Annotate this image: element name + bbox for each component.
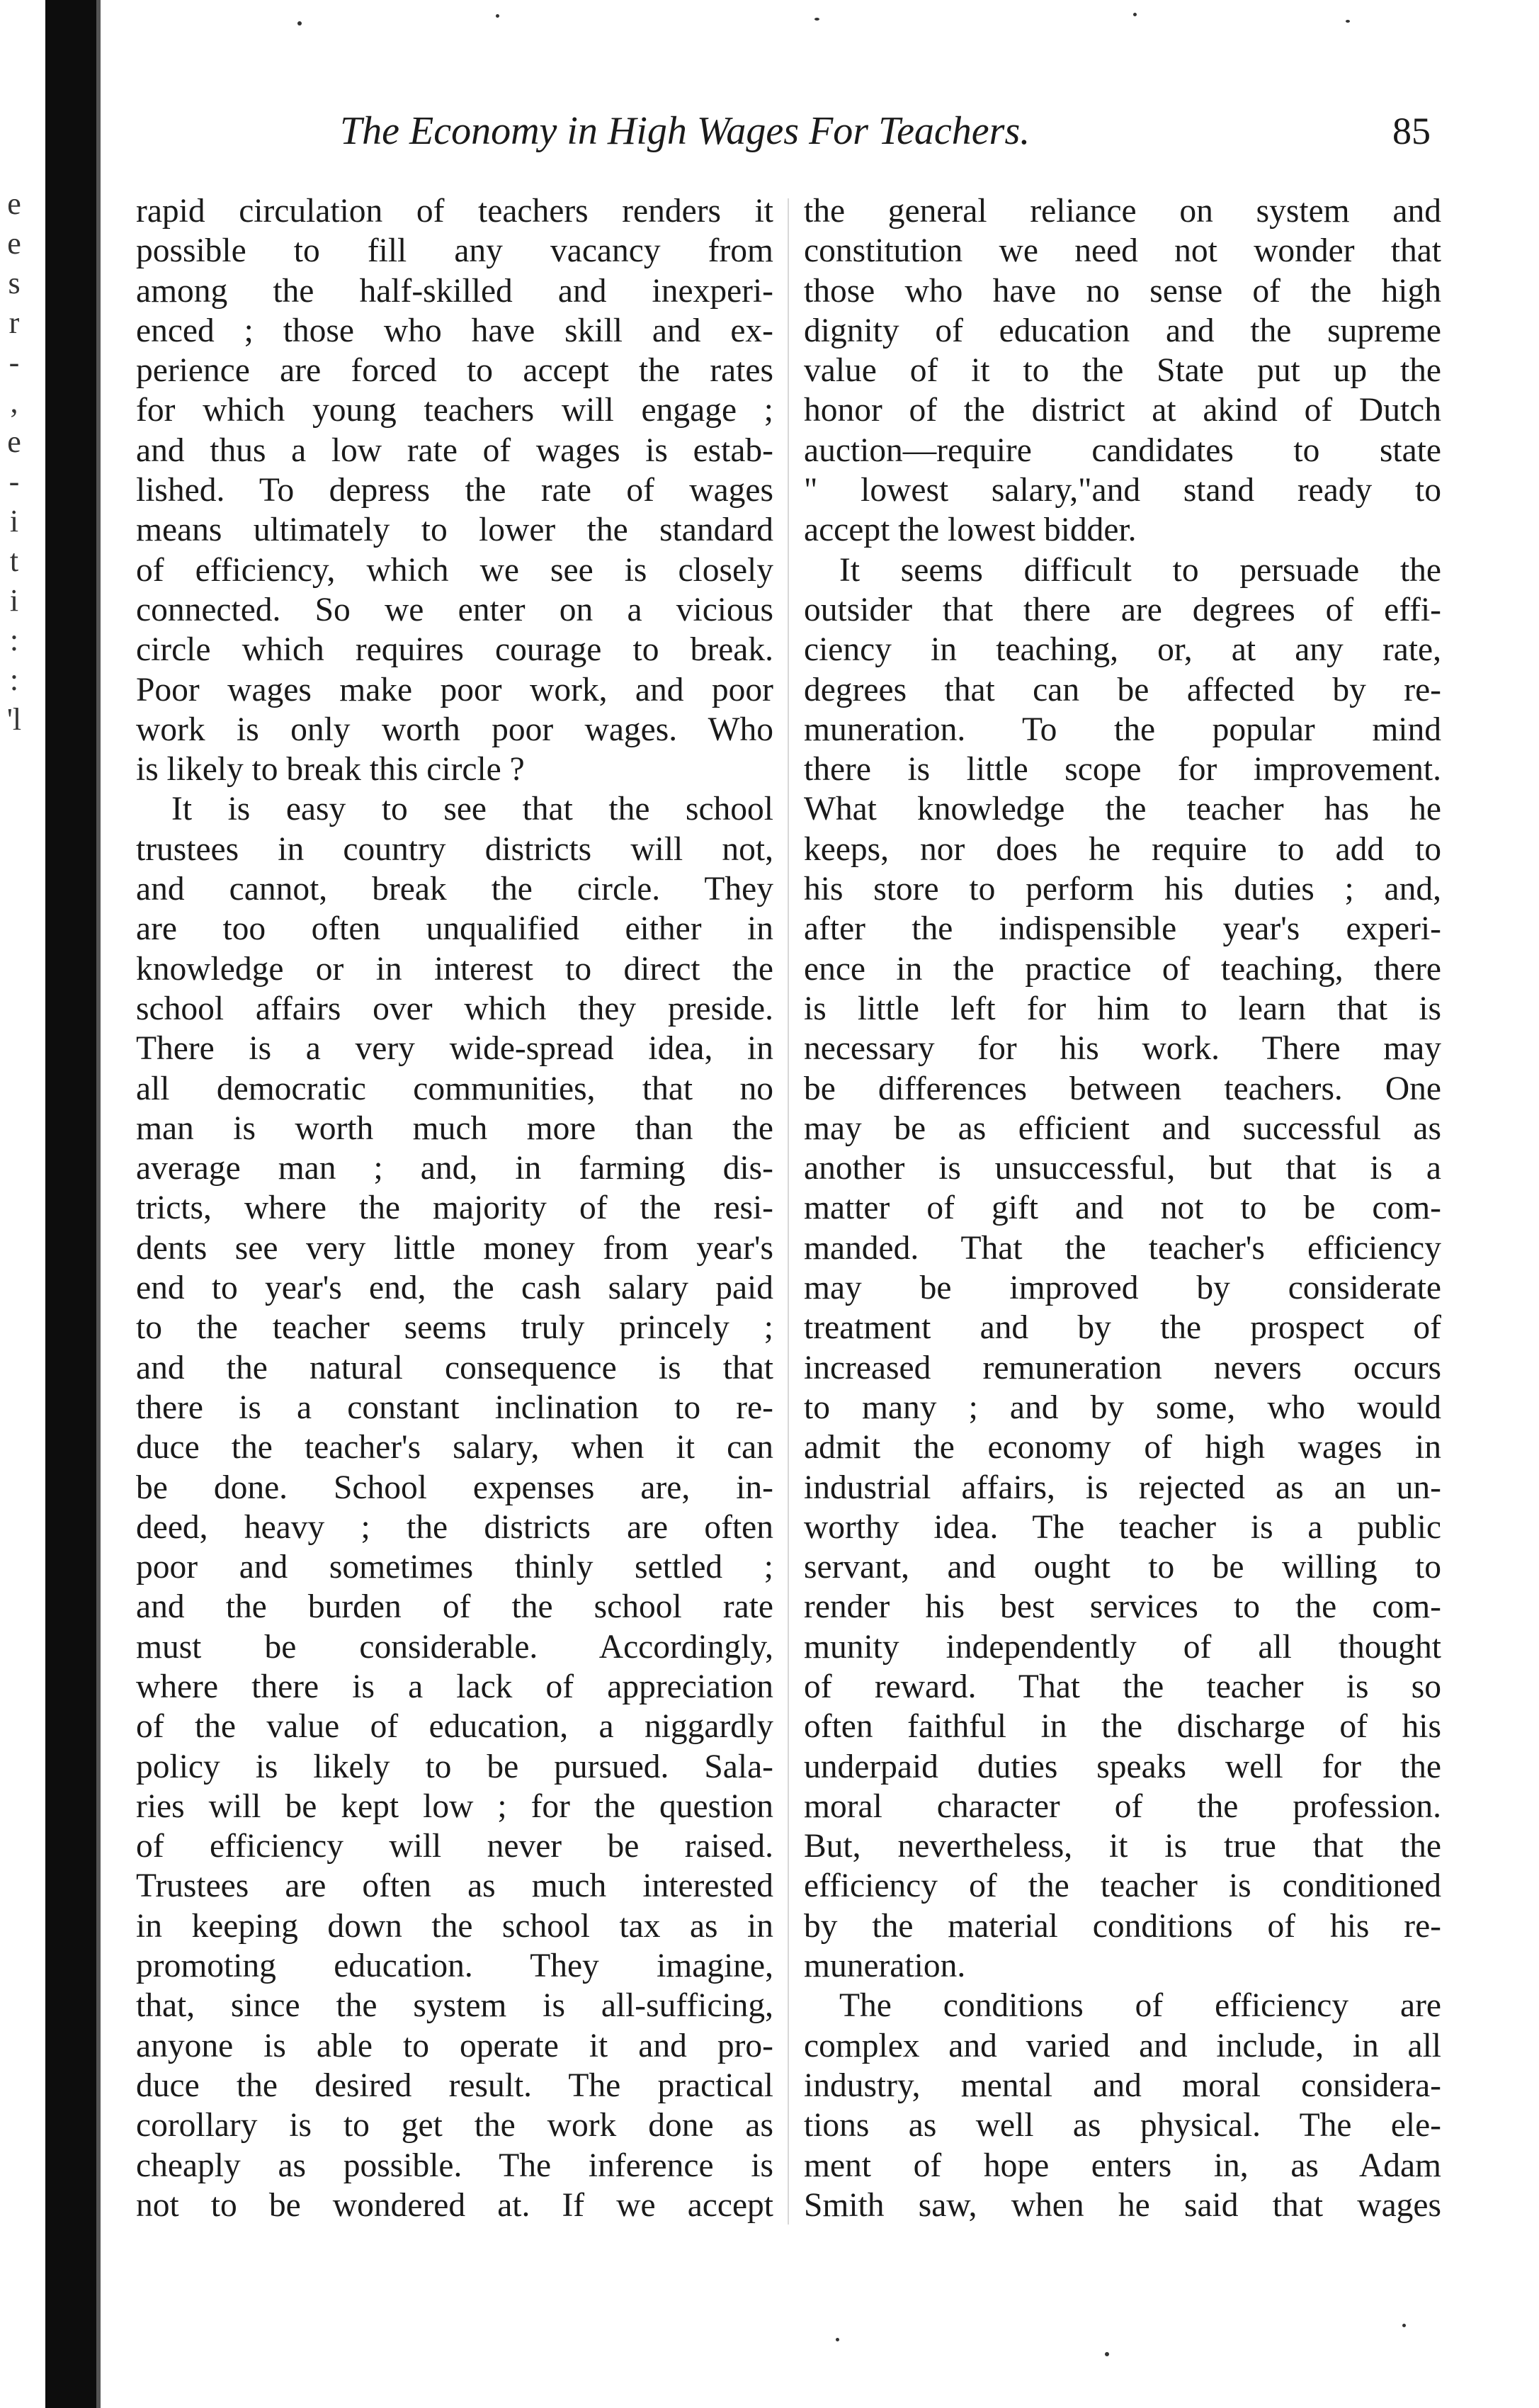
facing-page-margin-fragments: [0, 184, 28, 740]
text-line: another is unsuccessful, but that is a: [804, 1150, 1441, 1187]
text-line: the general reliance on system and: [804, 193, 1441, 230]
text-line: may be improved by considerate: [804, 1270, 1441, 1307]
text-line: corollary is to get the work done as: [136, 2107, 773, 2144]
text-line: are too often unqualified either in: [136, 910, 773, 948]
text-line: increased remuneration nevers occurs: [804, 1349, 1441, 1386]
text-line: tions as well as physical. The ele-: [804, 2107, 1441, 2144]
text-line: ries will be kept low ; for the question: [136, 1787, 773, 1825]
running-title: The Economy in High Wages For Teachers.: [340, 109, 1030, 153]
text-line: may be as efficient and successful as: [804, 1109, 1441, 1147]
print-speck: [836, 2338, 839, 2341]
text-line: anyone is able to operate it and pro-: [136, 2027, 773, 2064]
right-text-column: [804, 191, 1441, 2225]
text-line: and thus a low rate of wages is estab-: [136, 431, 773, 469]
text-line: manded. That the teacher's efficiency: [804, 1229, 1441, 1267]
text-line: underpaid duties speaks well for the: [804, 1748, 1441, 1785]
text-line: knowledge or in interest to direct the: [136, 950, 773, 988]
print-speck: [1346, 20, 1350, 23]
print-speck: [1133, 13, 1137, 16]
print-speck: [1105, 2352, 1109, 2356]
text-line: dents see very little money from year's: [136, 1229, 773, 1267]
print-speck: [814, 18, 819, 21]
text-line: deed, heavy ; the districts are often: [136, 1508, 773, 1546]
text-line: treatment and by the prospect of: [804, 1309, 1441, 1347]
margin-fragment: t: [9, 543, 19, 578]
text-line: duce the teacher's salary, when it can: [136, 1429, 773, 1466]
spine-edge: [96, 0, 101, 2408]
text-line: muneration.: [804, 1948, 966, 1985]
text-line: It is easy to see that the school: [171, 791, 773, 828]
text-line: muneration. To the popular mind: [804, 711, 1441, 748]
text-line: rapid circulation of teachers renders it: [136, 193, 773, 230]
text-line: is likely to break this circle ?: [136, 751, 525, 788]
text-line: Poor wages make poor work, and poor: [136, 671, 773, 708]
text-line: ence in the practice of teaching, there: [804, 950, 1441, 988]
text-line: there is little scope for improvement.: [804, 751, 1441, 788]
text-line: moral character of the profession.: [804, 1787, 1441, 1825]
text-line: efficiency of the teacher is conditioned: [804, 1867, 1441, 1905]
text-line: complex and varied and include, in all: [804, 2027, 1441, 2064]
text-line: is little left for him to learn that is: [804, 990, 1441, 1027]
text-line: degrees that can be affected by re-: [804, 671, 1441, 708]
text-line: ment of hope enters in, as Adam: [804, 2147, 1441, 2184]
margin-fragment: s: [8, 266, 21, 300]
print-speck: [496, 14, 499, 18]
margin-fragment: e: [7, 226, 21, 261]
margin-fragment: r: [8, 305, 20, 340]
text-line: munity independently of all thought: [804, 1628, 1441, 1666]
text-line: render his best services to the com-: [804, 1588, 1441, 1626]
text-line: admit the economy of high wages in: [804, 1429, 1441, 1466]
text-line: of reward. That the teacher is so: [804, 1668, 1441, 1705]
text-line: to many ; and by some, who would: [804, 1389, 1441, 1426]
text-line: after the indispensible year's experi-: [804, 910, 1441, 948]
text-line: trustees in country districts will not,: [136, 830, 773, 868]
page-header: [340, 99, 1459, 163]
text-line: ciency in teaching, or, at any rate,: [804, 631, 1441, 669]
text-line: to the teacher seems truly princely ;: [136, 1309, 773, 1347]
text-line: industrial affairs, is rejected as an un-: [804, 1469, 1441, 1506]
text-line: be differences between teachers. One: [804, 1070, 1441, 1107]
text-line: honor of the district at akind of Dutch: [804, 392, 1441, 429]
text-line: accept the lowest bidder.: [804, 511, 1137, 549]
text-line: What knowledge the teacher has he: [804, 791, 1441, 828]
text-line: matter of gift and not to be com-: [804, 1189, 1441, 1227]
text-line: dignity of education and the supreme: [804, 312, 1441, 349]
margin-fragment: -: [8, 345, 20, 380]
text-line: circle which requires courage to break.: [136, 631, 773, 669]
text-line: and the natural consequence is that: [136, 1349, 773, 1386]
text-line: duce the desired result. The practical: [136, 2067, 773, 2104]
text-line: worthy idea. The teacher is a public: [804, 1508, 1441, 1546]
margin-fragment: :: [9, 623, 19, 657]
text-line: means ultimately to lower the standard: [136, 511, 773, 549]
margin-fragment: :: [9, 662, 19, 697]
text-line: servant, and ought to be willing to: [804, 1549, 1441, 1586]
text-line: be done. School expenses are, in-: [136, 1469, 773, 1506]
text-line: those who have no sense of the high: [804, 272, 1441, 310]
text-line: work is only worth poor wages. Who: [136, 711, 773, 748]
text-line: policy is likely to be pursued. Sala-: [136, 1748, 773, 1785]
text-line: promoting education. They imagine,: [136, 1948, 773, 1985]
text-line: lished. To depress the rate of wages: [136, 472, 773, 509]
margin-fragment: -: [8, 464, 20, 499]
text-line: It seems difficult to persuade the: [839, 551, 1441, 589]
left-text-column: [136, 191, 773, 2225]
text-line: school affairs over which they preside.: [136, 990, 773, 1027]
text-line: often faithful in the discharge of his: [804, 1708, 1441, 1746]
text-line: possible to fill any vacancy from: [136, 232, 773, 270]
text-line: all democratic communities, that no: [136, 1070, 773, 1107]
text-line: industry, mental and moral considera-: [804, 2067, 1441, 2104]
text-line: of the value of education, a niggardly: [136, 1708, 773, 1746]
text-line: of efficiency, which we see is closely: [136, 551, 773, 589]
text-line: connected. So we enter on a vicious: [136, 591, 773, 628]
page-number: 85: [1392, 110, 1431, 152]
text-line: value of it to the State put up the: [804, 352, 1441, 390]
text-line: perience are forced to accept the rates: [136, 352, 773, 390]
text-line: The conditions of efficiency are: [839, 1987, 1441, 2025]
text-line: average man ; and, in farming dis-: [136, 1150, 773, 1187]
text-line: and the burden of the school rate: [136, 1588, 773, 1626]
text-line: that, since the system is all-sufficing,: [136, 1987, 773, 2025]
text-line: by the material conditions of his re-: [804, 1907, 1441, 1945]
text-line: auction—require candidates to state: [804, 431, 1441, 469]
margin-fragment: i: [9, 583, 19, 618]
text-line: tricts, where the majority of the resi-: [136, 1189, 773, 1227]
text-line: his store to perform his duties ; and,: [804, 871, 1441, 908]
column-gutter: [788, 198, 789, 2225]
margin-fragment: e: [7, 424, 21, 459]
text-line: There is a very wide-spread idea, in: [136, 1030, 773, 1068]
text-line: keeps, nor does he require to add to: [804, 830, 1441, 868]
print-speck: [1402, 2324, 1406, 2327]
margin-fragment: i: [9, 504, 19, 538]
text-line: there is a constant inclination to re-: [136, 1389, 773, 1426]
text-line: Trustees are often as much interested: [136, 1867, 773, 1905]
text-line: enced ; those who have skill and ex-: [136, 312, 773, 349]
text-line: Smith saw, when he said that wages: [804, 2186, 1441, 2224]
text-line: man is worth much more than the: [136, 1109, 773, 1147]
text-line: But, nevertheless, it is true that the: [804, 1828, 1441, 1865]
text-line: where there is a lack of appreciation: [136, 1668, 773, 1705]
book-spine-shadow: [45, 0, 96, 2408]
text-line: for which young teachers will engage ;: [136, 392, 773, 429]
text-line: necessary for his work. There may: [804, 1030, 1441, 1068]
text-line: in keeping down the school tax as in: [136, 1907, 773, 1945]
margin-fragment: ,: [10, 385, 18, 419]
margin-fragment: 'l: [6, 702, 22, 737]
text-line: outsider that there are degrees of effi-: [804, 591, 1441, 628]
text-line: constitution we need not wonder that: [804, 232, 1441, 270]
text-line: cheaply as possible. The inference is: [136, 2147, 773, 2184]
text-line: of efficiency will never be raised.: [136, 1828, 773, 1865]
text-line: among the half-skilled and inexperi-: [136, 272, 773, 310]
text-line: " lowest salary,"and stand ready to: [804, 472, 1441, 509]
text-line: poor and sometimes thinly settled ;: [136, 1549, 773, 1586]
print-speck: [297, 21, 302, 26]
margin-fragment: e: [7, 186, 21, 221]
text-line: not to be wondered at. If we accept: [136, 2186, 773, 2224]
text-line: and cannot, break the circle. They: [136, 871, 773, 908]
text-line: must be considerable. Accordingly,: [136, 1628, 773, 1666]
text-line: end to year's end, the cash salary paid: [136, 1270, 773, 1307]
